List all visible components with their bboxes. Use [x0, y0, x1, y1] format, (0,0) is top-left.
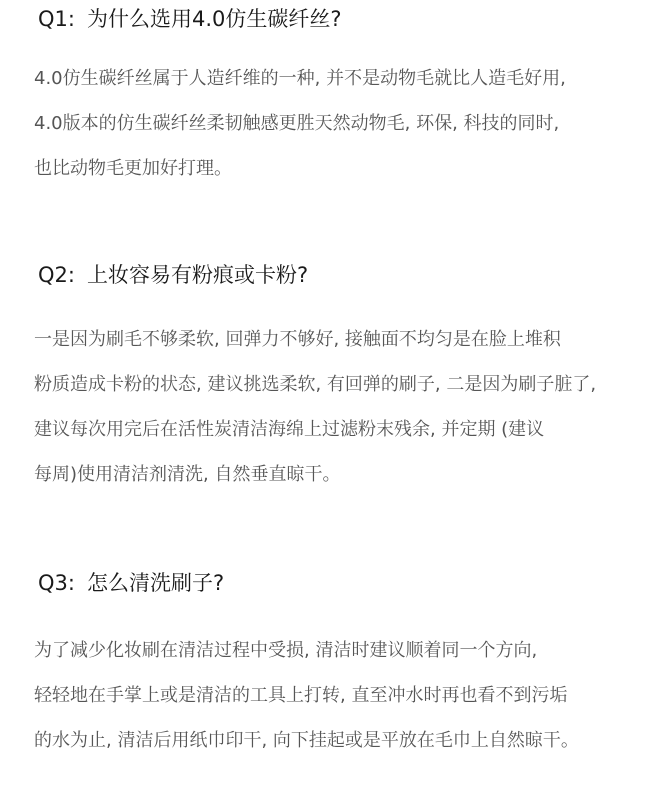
answer-line: 轻轻地在手掌上或是清洁的工具上打转, 直至冲水时再也看不到污垢: [34, 685, 568, 706]
question-number: Q2:: [38, 263, 75, 287]
answer-paragraph: [34, 317, 644, 497]
answer-line: 建议每次用完后在活性炭清洁海绵上过滤粉末残余, 并定期 (建议: [34, 419, 545, 440]
answer-line: 一是因为刷毛不够柔软, 回弹力不够好, 接触面不均匀是在脸上堆积: [34, 329, 561, 350]
question-text: 为什么选用4.0仿生碳纤丝?: [86, 7, 342, 31]
answer-line: 4.0仿生碳纤丝属于人造纤维的一种, 并不是动物毛就比人造毛好用,: [34, 68, 566, 89]
question-text: 上妆容易有粉痕或卡粉?: [86, 263, 309, 287]
question-text: 怎么清洗刷子?: [86, 571, 225, 595]
answer-paragraph: [34, 628, 644, 763]
answer-line: 也比动物毛更加好打理。: [34, 158, 232, 179]
answer-line: 4.0版本的仿生碳纤丝柔韧触感更胜天然动物毛, 环保, 科技的同时,: [34, 113, 560, 134]
question-heading: [38, 6, 342, 32]
question-number: Q1:: [38, 7, 75, 31]
question-heading: [38, 570, 224, 596]
answer-paragraph: [34, 56, 644, 191]
answer-line: 每周)使用清洁剂清洗, 自然垂直晾干。: [34, 464, 341, 485]
answer-line: 粉质造成卡粉的状态, 建议挑选柔软, 有回弹的刷子, 二是因为刷子脏了,: [34, 374, 597, 395]
question-heading: [38, 262, 308, 288]
answer-line: 的水为止, 清洁后用纸巾印干, 向下挂起或是平放在毛巾上自然晾干。: [34, 730, 579, 751]
answer-line: 为了减少化妆刷在清洁过程中受损, 清洁时建议顺着同一个方向,: [34, 640, 538, 661]
question-number: Q3:: [38, 571, 75, 595]
